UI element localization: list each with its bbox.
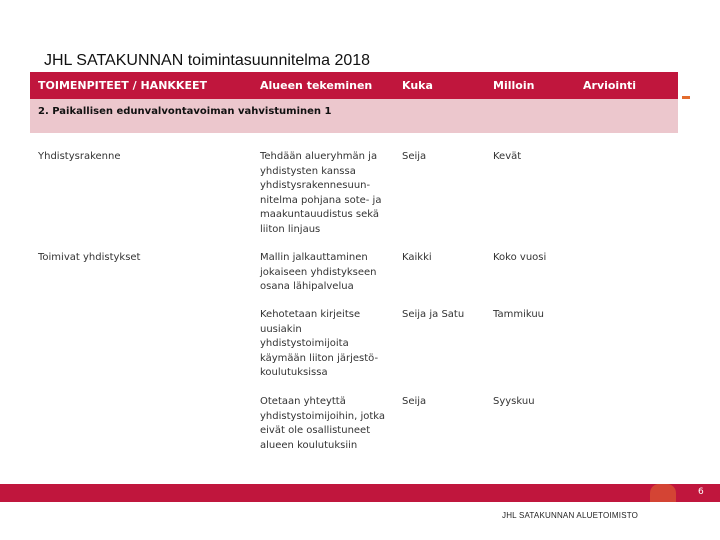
when-cell: Kevät	[493, 151, 522, 162]
table-header-row	[30, 72, 678, 99]
who-cell: Seija ja Satu	[402, 309, 465, 320]
who-cell: Seija	[402, 151, 427, 162]
action-plan-table	[30, 72, 678, 492]
header-evaluation: Arviointi	[583, 79, 637, 92]
header-who: Kuka	[402, 79, 433, 92]
when-cell: Koko vuosi	[493, 252, 547, 263]
header-area-work: Alueen tekeminen	[260, 79, 373, 92]
action-cell: Otetaan yhteyttä yhdistystoimijoihin, jotka eivät ole osallistuneet alueen koulutuksiin	[260, 396, 386, 451]
section-title: 2. Paikallisen edunvalvontavoiman vahvistuminen 1	[38, 106, 332, 117]
who-cell: Seija	[402, 396, 427, 407]
who-cell: Kaikki	[402, 252, 432, 263]
action-cell: Kehotetaan kirjeitse uusiakin yhdistystoimijoita käymään liiton järjestö-koulutuksissa	[260, 309, 379, 378]
section-row	[30, 99, 678, 133]
page-title: JHL SATAKUNNAN toimintasuunnitelma 2018	[44, 52, 371, 69]
accent-mark	[682, 96, 690, 99]
footer-band	[0, 484, 720, 502]
action-cell: Mallin jalkauttaminen jokaiseen yhdistykseen osana lähipalvelua	[260, 252, 377, 292]
footer-organization: JHL SATAKUNNAN ALUETOIMISTO	[502, 511, 639, 520]
when-cell: Syyskuu	[493, 396, 535, 407]
jhl-logo-icon	[650, 484, 676, 502]
page-number: 6	[698, 487, 704, 497]
table-body	[30, 133, 678, 492]
header-when: Milloin	[493, 79, 535, 92]
header-measures: TOIMENPITEET / HANKKEET	[38, 79, 207, 92]
measure-cell: Yhdistysrakenne	[38, 151, 121, 162]
when-cell: Tammikuu	[493, 309, 545, 320]
measure-cell: Toimivat yhdistykset	[38, 252, 141, 263]
action-cell: Tehdään alueryhmän ja yhdistysten kanssa yhdistysrakennesuun-nitelma pohjana sote- ja maakuntauudistus sekä liiton linjaus	[260, 151, 382, 235]
